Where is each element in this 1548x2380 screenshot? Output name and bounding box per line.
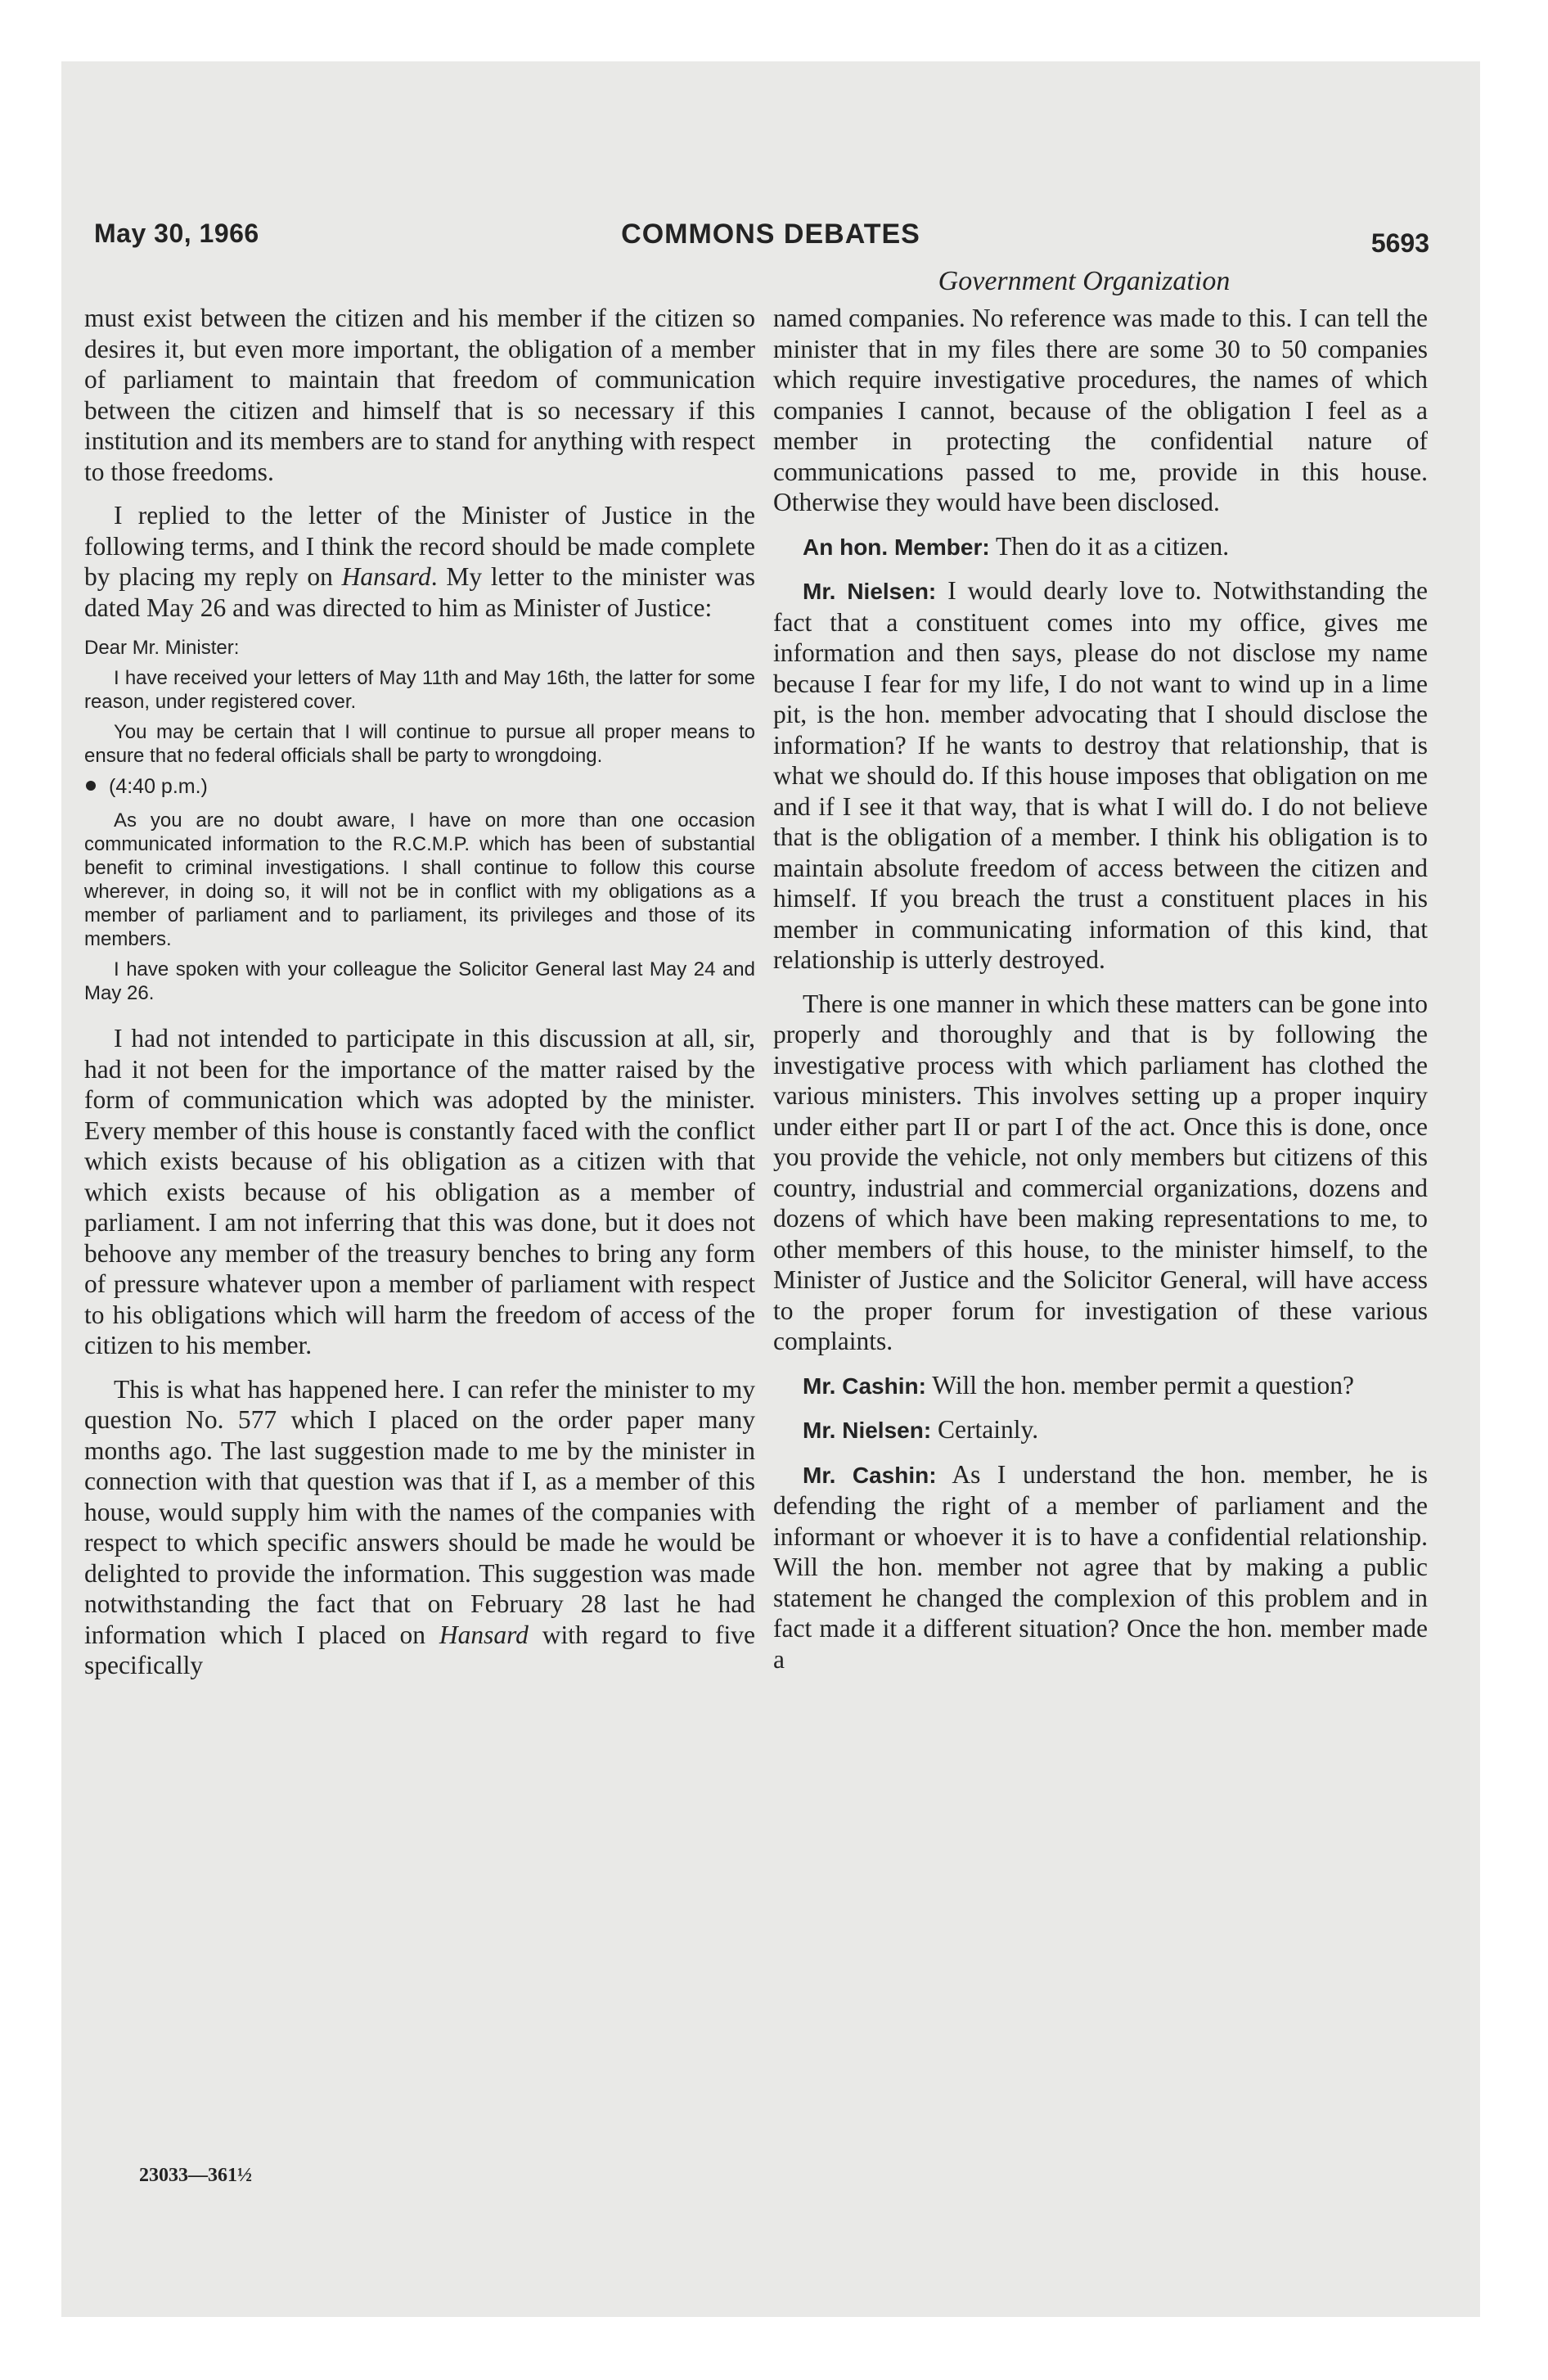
speaker-name: Mr. Cashin: (803, 1373, 926, 1399)
paragraph (84, 500, 755, 623)
speech (773, 1370, 1428, 1402)
paragraph: I had not intended to participate in this discussion at all, sir, had it not been for the importance of the matter raised by the form of communication which was adopted by the minister. Every member of this house is constantly faced with the conflict which exists because of his obligation as a citizen with that which exists because of his obligation as a member of parliament. I am not inferring that this was done, but it does not behoove any member of the treasury benches to bring any form of pressure whatever upon a member of parliament with respect to his obligations which will harm the freedom of access of the citizen to his member. (84, 1024, 755, 1359)
right-column (773, 303, 1428, 2267)
speech (773, 1459, 1428, 1675)
letter-salutation: Dear Mr. Minister: (84, 637, 240, 659)
header-page-number: 5693 (1370, 228, 1429, 258)
speaker-name: Mr. Nielsen: (803, 1418, 932, 1443)
letter-paragraph: I have spoken with your colleague the Solicitor General last May 24 and May 26. (84, 958, 755, 1004)
speaker-name: Mr. Cashin: (803, 1462, 937, 1488)
text-run: I replied to the letter of the Minister of Justice in the following terms, and I think the record should be made complete by placing my reply on (84, 501, 755, 591)
letter-paragraph: As you are no doubt aware, I have on more than one occasion communicated information to the R.C.M.P. which has been of substantial benefit to criminal investigations. I shall continue to follow this course wherever, in doing so, it will not be in conflict with my obligations as a member of parliament and to parliament, its privileges and those of its members. (84, 809, 755, 950)
header-title: COMMONS DEBATES (621, 219, 920, 250)
speech (773, 1414, 1428, 1446)
bullet-icon (86, 781, 96, 791)
left-column (84, 303, 755, 2267)
time-marker-text: (4:40 p.m.) (109, 775, 208, 798)
hansard-reference: Hansard (341, 562, 431, 591)
speech-text: Will the hon. member permit a question? (925, 1370, 1354, 1400)
page-footer-code: 23033—361½ (139, 2165, 252, 2186)
speaker-name: Mr. Nielsen: (803, 579, 937, 604)
speech-text: I would dearly love to. Notwithstanding the fact that a constituent comes into my office, gives me information and then says, please do not disclose my name because I fear for my life, I do not want to wind up in a lime pit, is the hon. member advocating that I should disclose the information? If he wants to destroy that relationship, that is what we should do. If this house imposes that obligation on me and if I see it that way, that is what I will do. I do not believe that is the obligation of a member. I think his obligation is to maintain absolute freedom of access between the citizen and himself. If you breach the trust a constituent places in his member in communicating information of this kind, that relationship is utterly destroyed. (773, 576, 1428, 974)
speech-text: As I understand the hon. member, he is defending the right of a member of parliament and the informant or whoever it is to have a confidential relationship. Will the hon. member not agree that by making a public statement he changed the complexion of this problem and in fact made it a different situation? Once the hon. member made a (773, 1459, 1428, 1674)
paragraph: must exist between the citizen and his member if the citizen so desires it, but even more important, the obligation of a member of parliament to maintain that freedom of communication between the citizen and himself that is so necessary if this institution and its members are to stand for anything with respect to those freedoms. (84, 304, 755, 486)
speech-text: Certainly. (931, 1415, 1039, 1444)
speech (773, 575, 1428, 976)
letter-paragraph: You may be certain that I will continue to pursue all proper means to ensure that no federal officials shall be party to wrongdoing. (84, 721, 755, 767)
time-marker (84, 774, 755, 799)
letter-paragraph: I have received your letters of May 11th and May 16th, the latter for some reason, under registered cover. (84, 667, 755, 713)
hansard-reference: Hansard (439, 1620, 529, 1649)
speech (773, 531, 1428, 563)
document-page (61, 61, 1480, 2317)
paragraph: named companies. No reference was made to this. I can tell the minister that in my files there are some 30 to 50 companies which require investigative procedures, the names of which companies I cannot, because of the obligation I feel as a member in protecting the confidential nature of communications passed to me, provide in this house. Otherwise they would have been disclosed. (773, 304, 1428, 516)
paragraph: There is one manner in which these matters can be gone into properly and thoroughly and that is by following the investigative process with which parliament has clothed the various ministers. This involves setting up a proper inquiry under either part II or part I of the act. Once this is done, once you provide the vehicle, not only members but citizens of this country, industrial and commercial organizations, dozens and dozens of which have been making representations to me, to other members of this house, to the minister himself, to the Minister of Justice and the Solicitor General, will have access to the proper forum for investigation of these various complaints. (773, 989, 1428, 1355)
text-run: . My letter to the minister was dated May 26 and was directed to him as Minister of Justice: (84, 562, 755, 622)
text-run: This is what has happened here. I can refer the minister to my question No. 577 which I placed on the order paper many months ago. The last suggestion made to me by the minister in connection with that question was that if I, as a member of this house, would supply him with the names of the companies with respect to which specific answers should be made he would be delighted to provide the information. This suggestion was made notwithstanding the fact that on February 28 last he had information which I placed on (84, 1374, 755, 1649)
header-date: May 30, 1966 (94, 219, 259, 248)
section-subtitle: Government Organization (938, 266, 1231, 296)
speech-text: Then do it as a citizen. (989, 531, 1230, 561)
page-header (61, 219, 1480, 268)
speaker-name: An hon. Member: (803, 534, 990, 560)
paragraph (84, 1374, 755, 1681)
text-run: with regard to five specifically (84, 1620, 756, 1679)
